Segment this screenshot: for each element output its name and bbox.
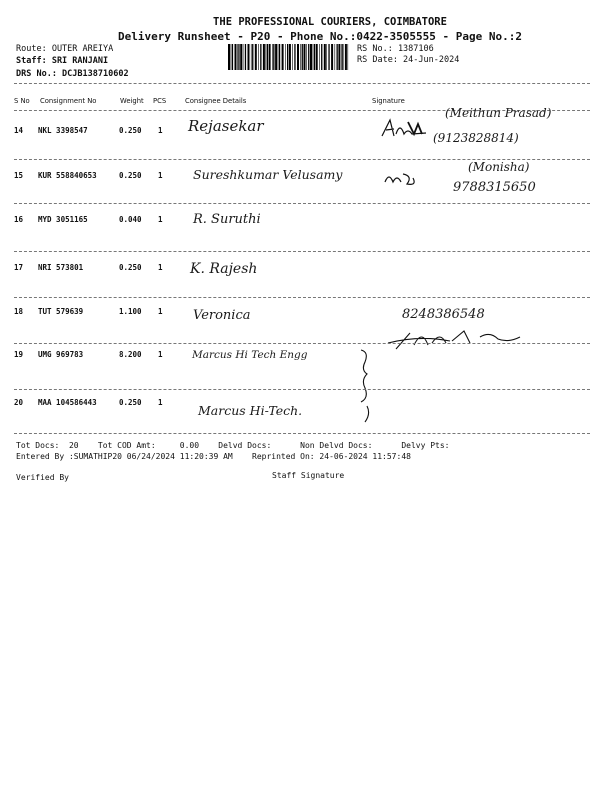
row-sno: 19: [14, 350, 24, 359]
row-weight: 0.250: [119, 171, 142, 180]
col-sno: S No: [14, 97, 30, 105]
totals-line: Tot Docs: 20 Tot COD Amt: 0.00 Delvd Docs: Non Delvd Docs: Delvy Pts:: [16, 441, 450, 450]
rs-date: RS Date: 24-Jun-2024: [357, 55, 460, 65]
staff-label: Staff: SRI RANJANI: [16, 56, 109, 66]
consignee-name: Rejasekar: [188, 117, 264, 135]
verified-by-label: Verified By: [16, 473, 69, 482]
drs-number: DRS No.: DCJB138710602: [16, 69, 129, 79]
rs-number: RS No.: 1387106: [357, 44, 434, 54]
entered-by-line: Entered By :SUMATHIP20 06/24/2024 11:20:39 AM Reprinted On: 24-06-2024 11:57:48: [16, 452, 411, 461]
row-sno: 15: [14, 171, 24, 180]
divider: [14, 83, 590, 84]
row-consignment: KUR 558840653: [38, 171, 97, 180]
row-pcs: 1: [158, 171, 163, 180]
divider: [14, 297, 590, 298]
row-weight: 8.200: [119, 350, 142, 359]
row-consignment: MAA 104586443: [38, 398, 97, 407]
receiver-phone: 9788315650: [453, 180, 536, 195]
row-weight: 0.250: [119, 398, 142, 407]
row-pcs: 1: [158, 263, 163, 272]
signature-scribble: [383, 170, 423, 190]
company-title: THE PROFESSIONAL COURIERS, COIMBATORE: [213, 16, 447, 28]
consignee-name: Marcus Hi Tech Engg: [192, 349, 308, 361]
row-sno: 18: [14, 307, 24, 316]
row-consignment: MYD 3051165: [38, 215, 88, 224]
runsheet-subtitle: Delivery Runsheet - P20 - Phone No.:0422-3505555 - Page No.:2: [118, 30, 522, 43]
consignee-name: Sureshkumar Velusamy: [193, 167, 343, 182]
row-consignment: NKL 3398547: [38, 126, 88, 135]
row-consignment: UMG 969783: [38, 350, 84, 359]
divider: [14, 203, 590, 204]
row-consignment: TUT 579639: [38, 307, 84, 316]
row-weight: 0.250: [119, 126, 142, 135]
barcode: [228, 44, 350, 70]
bracket-mark: [355, 348, 375, 426]
signature-scribble: [380, 323, 550, 353]
divider: [14, 251, 590, 252]
consignee-name: R. Suruthi: [193, 212, 261, 227]
staff-signature-label: Staff Signature: [272, 471, 345, 480]
row-pcs: 1: [158, 398, 163, 407]
row-pcs: 1: [158, 215, 163, 224]
row-consignment: NRI 573801: [38, 263, 84, 272]
consignee-name: Veronica: [193, 308, 251, 323]
col-signature: Signature: [372, 97, 405, 105]
row-sno: 14: [14, 126, 24, 135]
row-weight: 0.250: [119, 263, 142, 272]
row-weight: 1.100: [119, 307, 142, 316]
route-label: Route: OUTER AREIYA: [16, 44, 114, 54]
row-pcs: 1: [158, 350, 163, 359]
row-pcs: 1: [158, 126, 163, 135]
row-weight: 0.040: [119, 215, 142, 224]
col-consignee: Consignee Details: [185, 97, 247, 105]
receiver-phone: (9123828814): [433, 131, 519, 145]
receiver-phone: 8248386548: [402, 307, 485, 322]
row-pcs: 1: [158, 307, 163, 316]
divider: [14, 433, 590, 434]
consignee-name: K. Rajesh: [190, 261, 258, 277]
consignee-name: Marcus Hi-Tech.: [198, 403, 303, 418]
row-sno: 17: [14, 263, 24, 272]
row-sno: 16: [14, 215, 24, 224]
divider: [14, 389, 590, 390]
receiver-name: (Monisha): [468, 160, 530, 174]
col-weight: Weight: [120, 97, 144, 105]
receiver-name: (Meithun Prasad): [445, 106, 552, 120]
divider: [14, 343, 590, 344]
col-consignment: Consignment No: [40, 97, 97, 105]
row-sno: 20: [14, 398, 24, 407]
col-pcs: PCS: [153, 97, 167, 105]
